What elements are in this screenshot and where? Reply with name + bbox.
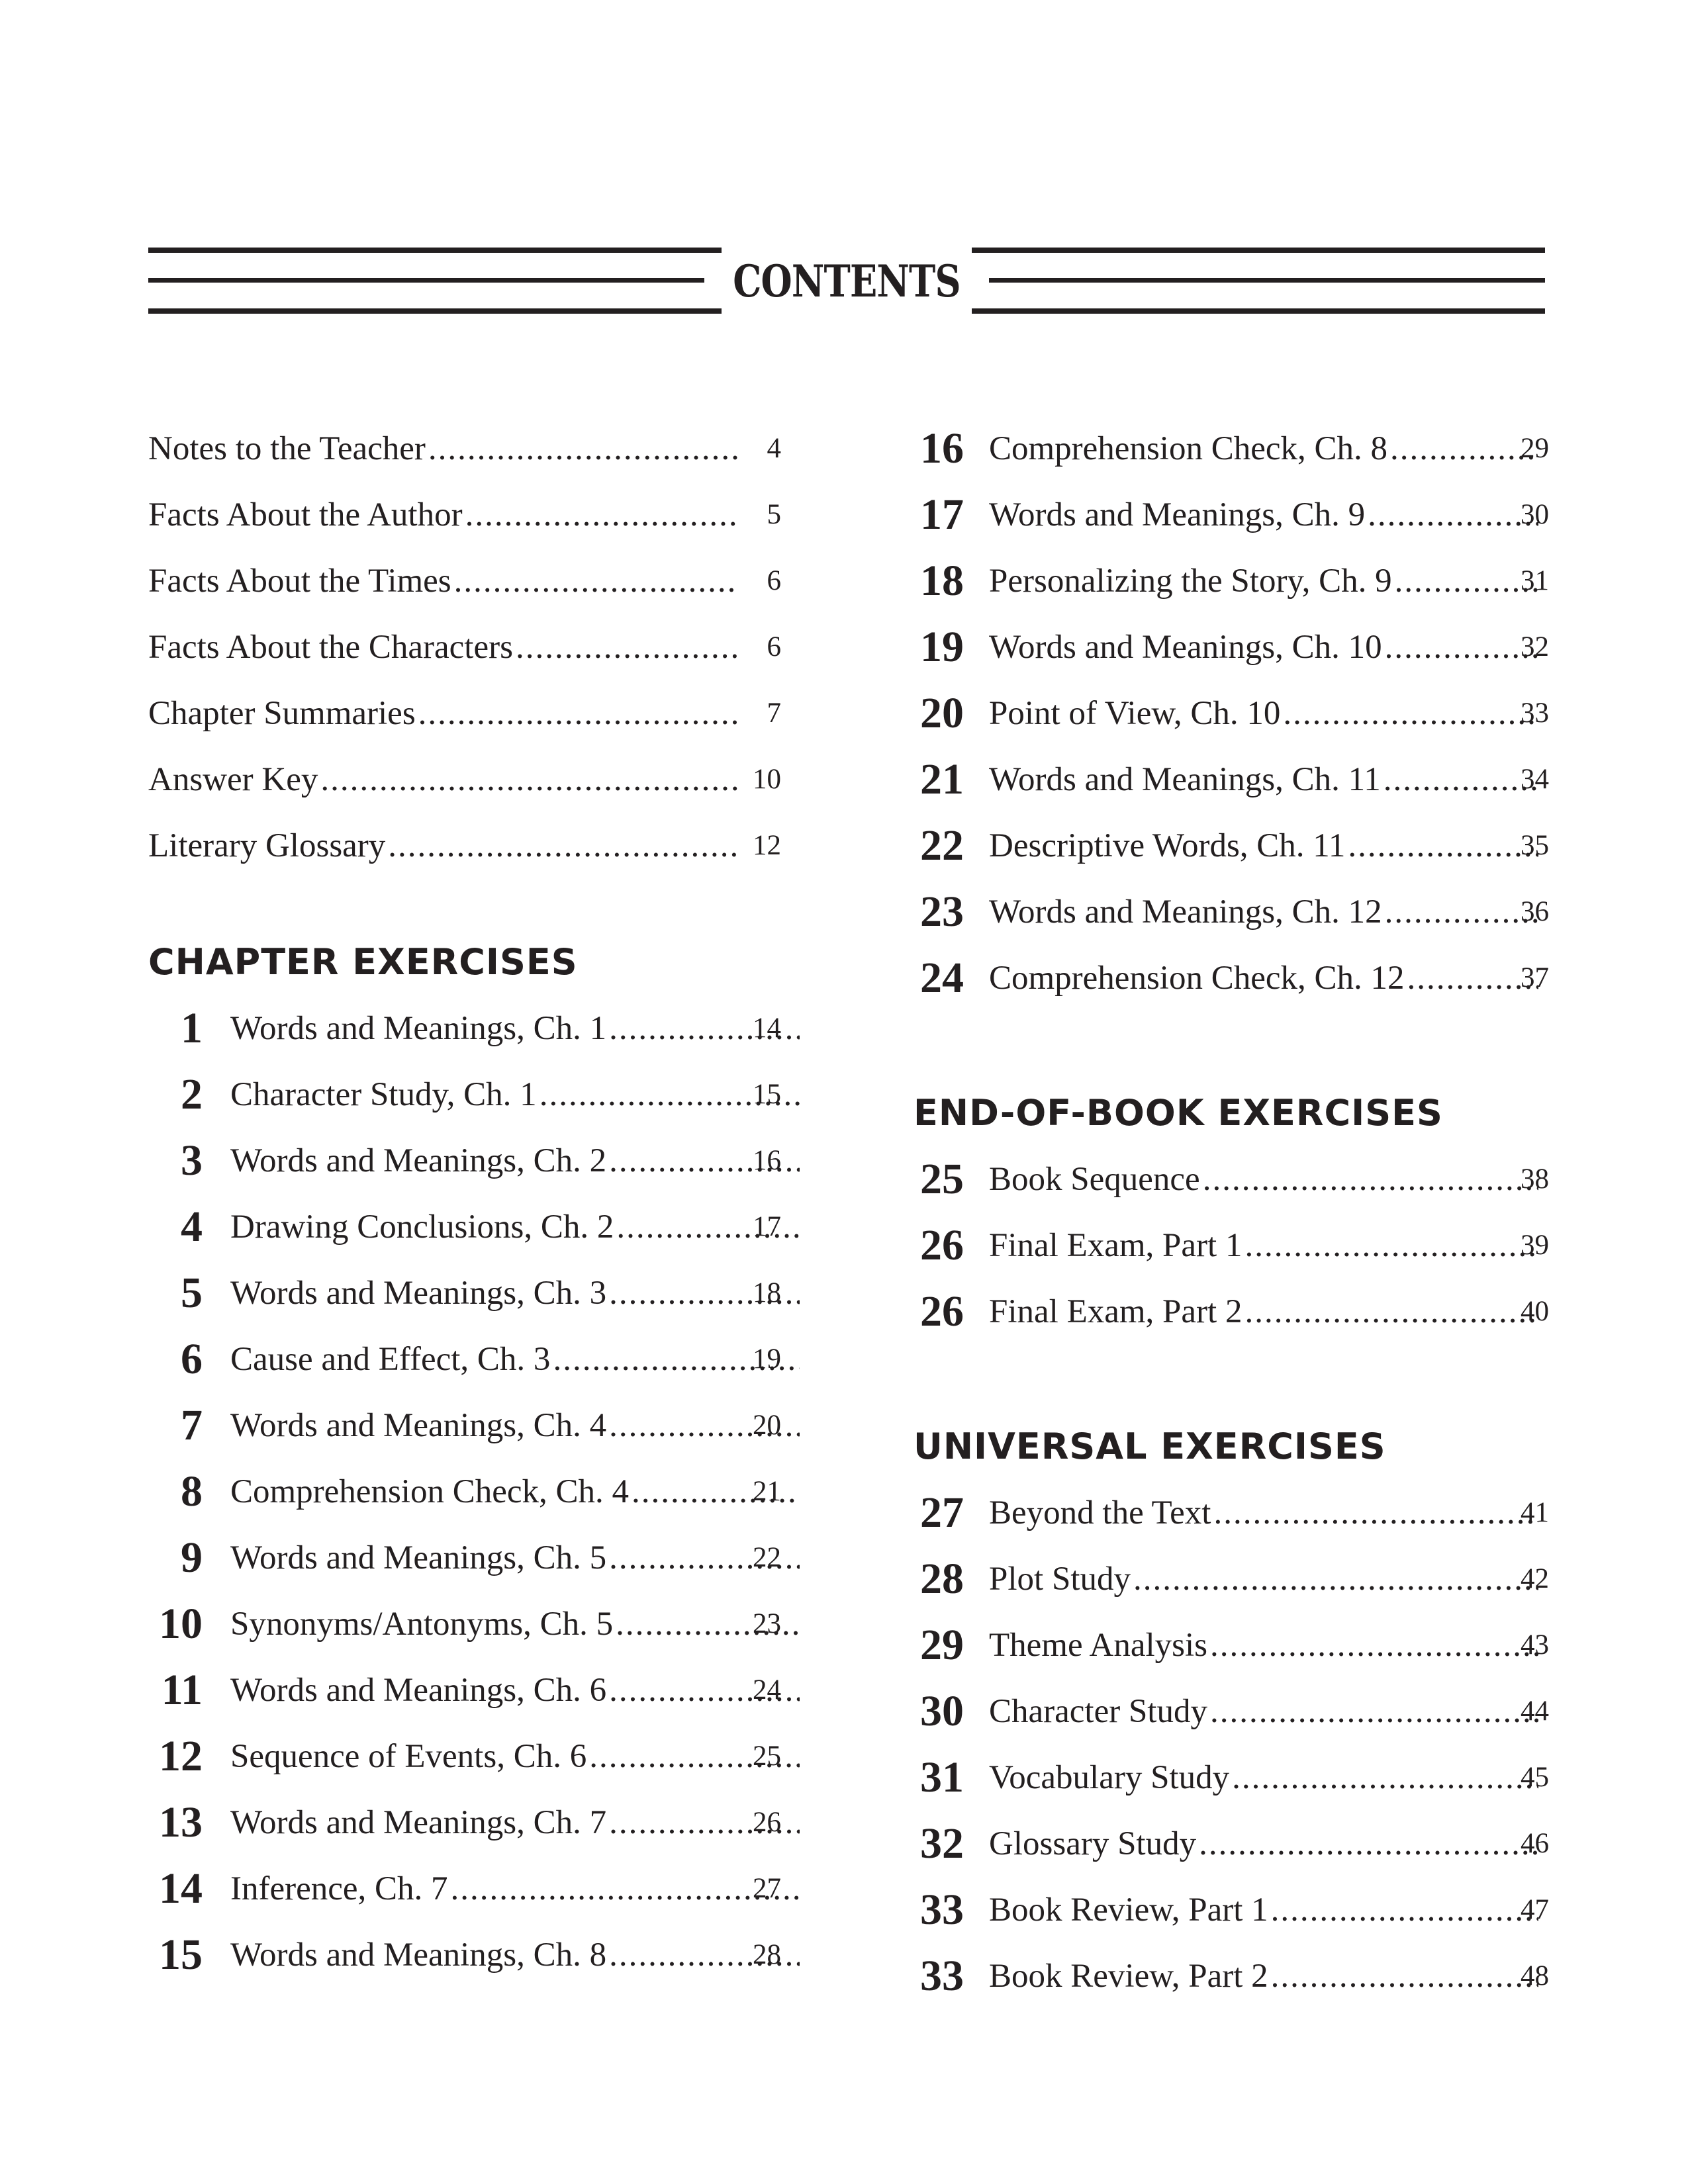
page-number: 28	[753, 1939, 781, 1970]
toc-entry-title	[989, 1877, 1538, 1943]
exercise-number: 28	[920, 1555, 964, 1603]
dot-leader	[1232, 1745, 1538, 1811]
page-number: 4	[767, 433, 781, 464]
toc-entry-label: Comprehension Check, Ch. 12	[989, 960, 1405, 997]
dot-leader	[454, 548, 737, 614]
dot-leader	[1133, 1546, 1538, 1612]
toc-entry-title	[148, 548, 737, 614]
exercise-number: 19	[920, 623, 964, 671]
toc-entry[interactable]	[914, 1877, 1549, 1943]
toc-entry-title	[989, 1480, 1538, 1546]
toc-entry[interactable]	[914, 879, 1549, 945]
toc-entry[interactable]	[148, 1856, 781, 1922]
exercise-number: 26	[920, 1287, 964, 1336]
toc-left-column	[148, 416, 781, 1988]
toc-entry-label: Synonyms/Antonyms, Ch. 5	[230, 1606, 614, 1643]
toc-entry[interactable]	[914, 1546, 1549, 1612]
toc-entry-label: Words and Meanings, Ch. 6	[230, 1672, 607, 1709]
exercise-number: 7	[181, 1401, 203, 1449]
toc-entry-title	[230, 1062, 800, 1128]
exercise-number: 26	[920, 1221, 964, 1269]
exercise-number: 8	[181, 1467, 203, 1516]
toc-entry[interactable]	[914, 1146, 1549, 1212]
toc-entry-title	[230, 1657, 800, 1723]
toc-entry-label: Sequence of Events, Ch. 6	[230, 1738, 587, 1775]
toc-entry-title	[989, 1212, 1538, 1279]
dot-leader	[1283, 680, 1538, 747]
page-number: 20	[753, 1410, 781, 1441]
page-number: 35	[1521, 830, 1549, 861]
toc-entry-label: Character Study, Ch. 1	[230, 1076, 537, 1113]
toc-entry-label: Words and Meanings, Ch. 12	[989, 893, 1382, 931]
toc-entry-title	[148, 813, 737, 879]
toc-entry-title	[148, 482, 737, 548]
toc-entry-label: Point of View, Ch. 10	[989, 695, 1281, 732]
toc-entry-label: Facts About the Times	[148, 563, 451, 600]
page-number: 14	[753, 1013, 781, 1044]
toc-entry-title	[989, 1811, 1538, 1877]
toc-entry[interactable]	[914, 482, 1549, 548]
toc-entry-title	[230, 1326, 800, 1392]
toc-entry[interactable]	[914, 1943, 1549, 2009]
section-heading-chapter-exercises: CHAPTER EXERCISES	[148, 941, 578, 983]
exercise-number: 18	[920, 557, 964, 605]
rule-line	[972, 308, 1545, 314]
page-number: 43	[1521, 1629, 1549, 1661]
toc-entry-label: Comprehension Check, Ch. 4	[230, 1473, 630, 1510]
toc-entry-label: Words and Meanings, Ch. 8	[230, 1936, 607, 1974]
toc-entry[interactable]	[914, 416, 1549, 482]
toc-entry[interactable]	[148, 1194, 781, 1260]
page-number: 32	[1521, 631, 1549, 662]
dot-leader	[1244, 1279, 1538, 1345]
toc-entry-label: Theme Analysis	[989, 1627, 1208, 1664]
page-number: 21	[753, 1476, 781, 1507]
toc-entry-title	[230, 1723, 800, 1790]
toc-entry[interactable]	[148, 1062, 781, 1128]
toc-entry[interactable]	[914, 548, 1549, 614]
page-number: 18	[753, 1277, 781, 1308]
toc-entry-label: Book Sequence	[989, 1161, 1200, 1198]
page-number: 45	[1521, 1762, 1549, 1793]
toc-entry[interactable]	[914, 1279, 1549, 1345]
toc-entry[interactable]	[148, 1128, 781, 1194]
toc-entry-title	[230, 1260, 800, 1326]
exercise-number: 9	[181, 1533, 203, 1582]
page-number: 27	[753, 1873, 781, 1904]
front-matter-list	[148, 416, 781, 879]
page-number: 7	[767, 698, 781, 729]
toc-entry-title	[148, 416, 737, 482]
toc-entry-title	[989, 482, 1538, 548]
dot-leader	[1244, 1212, 1538, 1279]
toc-entry-label: Words and Meanings, Ch. 9	[989, 496, 1366, 533]
toc-entry-title	[148, 747, 737, 813]
toc-entry[interactable]	[914, 1612, 1549, 1678]
exercise-number: 3	[181, 1136, 203, 1185]
toc-entry[interactable]	[148, 680, 781, 747]
page-number: 26	[753, 1807, 781, 1838]
toc-entry-label: Words and Meanings, Ch. 3	[230, 1275, 607, 1312]
toc-entry[interactable]	[914, 1745, 1549, 1811]
dot-leader	[1271, 1943, 1538, 2009]
exercise-number: 13	[159, 1798, 203, 1846]
page-number: 37	[1521, 962, 1549, 993]
page-title: CONTENTS	[733, 255, 961, 307]
toc-entry-label: Vocabulary Study	[989, 1759, 1230, 1796]
page-number: 5	[767, 499, 781, 530]
toc-entry-label: Words and Meanings, Ch. 11	[989, 761, 1381, 798]
toc-entry-title	[989, 879, 1538, 945]
page-number: 46	[1521, 1828, 1549, 1859]
toc-right-column	[914, 416, 1549, 2009]
dot-leader	[388, 813, 737, 879]
exercise-number: 22	[920, 821, 964, 870]
toc-entry[interactable]	[914, 1480, 1549, 1546]
toc-entry[interactable]	[148, 747, 781, 813]
toc-entry[interactable]	[148, 1790, 781, 1856]
toc-entry-title	[989, 1146, 1538, 1212]
toc-entry[interactable]	[148, 1326, 781, 1392]
toc-entry[interactable]	[914, 1678, 1549, 1745]
toc-entry-label: Book Review, Part 2	[989, 1958, 1268, 1995]
page-number: 29	[1521, 433, 1549, 464]
page-number: 41	[1521, 1497, 1549, 1528]
exercise-number: 30	[920, 1687, 964, 1735]
exercise-number: 15	[159, 1931, 203, 1979]
exercise-number: 31	[920, 1753, 964, 1801]
toc-entry-label: Book Review, Part 1	[989, 1891, 1268, 1929]
toc-entry-title	[148, 614, 737, 680]
page-number: 16	[753, 1145, 781, 1176]
toc-entry-title	[989, 945, 1538, 1011]
exercise-number: 23	[920, 887, 964, 936]
page-number: 47	[1521, 1894, 1549, 1925]
toc-entry[interactable]	[148, 1260, 781, 1326]
toc-entry-title	[989, 614, 1538, 680]
page-number: 15	[753, 1079, 781, 1110]
page-number: 30	[1521, 499, 1549, 530]
exercise-number: 21	[920, 755, 964, 803]
toc-entry-label: Notes to the Teacher	[148, 430, 426, 467]
toc-entry-title	[230, 1790, 800, 1856]
dot-leader	[1271, 1877, 1538, 1943]
toc-entry[interactable]	[148, 1459, 781, 1525]
dot-leader	[1203, 1146, 1538, 1212]
toc-entry-label: Inference, Ch. 7	[230, 1870, 448, 1907]
page-number: 34	[1521, 764, 1549, 795]
toc-entry-label: Words and Meanings, Ch. 4	[230, 1407, 607, 1444]
rule-line	[148, 308, 722, 314]
toc-entry-title	[989, 813, 1538, 879]
toc-entry-title	[148, 680, 737, 747]
toc-entry-title	[989, 1745, 1538, 1811]
exercise-number: 17	[920, 490, 964, 539]
toc-entry-label: Facts About the Author	[148, 496, 463, 533]
exercise-number: 32	[920, 1819, 964, 1868]
rule-line	[148, 248, 722, 253]
exercise-number: 4	[181, 1203, 203, 1251]
toc-entry-label: Words and Meanings, Ch. 1	[230, 1010, 607, 1047]
dot-leader	[1210, 1612, 1538, 1678]
toc-entry-label: Words and Meanings, Ch. 7	[230, 1804, 607, 1841]
toc-entry[interactable]	[148, 482, 781, 548]
page-number: 42	[1521, 1563, 1549, 1594]
dot-leader	[1199, 1811, 1538, 1877]
toc-entry[interactable]	[914, 813, 1549, 879]
toc-entry[interactable]	[148, 1392, 781, 1459]
toc-entry[interactable]	[914, 680, 1549, 747]
page-number: 33	[1521, 698, 1549, 729]
toc-entry-label: Character Study	[989, 1693, 1207, 1730]
chapter-exercises-list	[148, 995, 781, 1988]
page-number: 24	[753, 1674, 781, 1706]
page-number: 23	[753, 1608, 781, 1639]
page-number: 10	[753, 764, 781, 795]
page-number: 38	[1521, 1163, 1549, 1195]
exercise-number: 5	[181, 1269, 203, 1317]
end-of-book-exercises-list	[914, 1146, 1549, 1345]
toc-entry[interactable]	[914, 614, 1549, 680]
exercise-number: 16	[920, 424, 964, 473]
toc-entry-title	[230, 1128, 800, 1194]
toc-entry-label: Final Exam, Part 1	[989, 1227, 1243, 1264]
toc-entry-label: Drawing Conclusions, Ch. 2	[230, 1208, 614, 1246]
toc-entry-label: Descriptive Words, Ch. 11	[989, 827, 1346, 864]
toc-entry-label: Personalizing the Story, Ch. 9	[989, 563, 1392, 600]
toc-entry[interactable]	[148, 1657, 781, 1723]
toc-entry-title	[230, 1459, 800, 1525]
toc-entry[interactable]	[148, 1591, 781, 1657]
toc-entry-label: Words and Meanings, Ch. 10	[989, 629, 1382, 666]
exercise-number: 25	[920, 1155, 964, 1203]
page-number: 39	[1521, 1230, 1549, 1261]
page-number: 36	[1521, 896, 1549, 927]
toc-entry[interactable]	[914, 945, 1549, 1011]
toc-entry-label: Comprehension Check, Ch. 8	[989, 430, 1388, 467]
toc-entry-title	[230, 1591, 800, 1657]
toc-entry-title	[989, 416, 1538, 482]
toc-entry-label: Final Exam, Part 2	[989, 1293, 1243, 1330]
dot-leader	[1210, 1678, 1538, 1745]
exercise-number: 20	[920, 689, 964, 737]
page-number: 48	[1521, 1960, 1549, 1991]
chapter-exercises-continued-list	[914, 416, 1549, 1011]
dot-leader	[465, 482, 737, 548]
toc-entry-label: Beyond the Text	[989, 1494, 1211, 1531]
exercise-number: 12	[159, 1732, 203, 1780]
toc-entry-title	[230, 995, 800, 1062]
toc-entry-label: Words and Meanings, Ch. 5	[230, 1539, 607, 1576]
toc-entry-label: Chapter Summaries	[148, 695, 416, 732]
exercise-number: 2	[181, 1070, 203, 1118]
toc-entry[interactable]	[148, 813, 781, 879]
toc-entry[interactable]	[148, 1922, 781, 1988]
exercise-number: 1	[181, 1004, 203, 1052]
toc-entry-label: Facts About the Characters	[148, 629, 513, 666]
toc-entry-title	[989, 1279, 1538, 1345]
page-number: 17	[753, 1211, 781, 1242]
toc-entry-title	[230, 1194, 800, 1260]
page-number: 6	[767, 631, 781, 662]
toc-entry[interactable]	[914, 1212, 1549, 1279]
exercise-number: 27	[920, 1488, 964, 1537]
exercise-number: 10	[159, 1600, 203, 1648]
exercise-number: 6	[181, 1335, 203, 1383]
exercise-number: 11	[161, 1666, 203, 1714]
toc-entry-title	[989, 1678, 1538, 1745]
toc-entry[interactable]	[148, 1525, 781, 1591]
toc-entry-title	[989, 1546, 1538, 1612]
toc-entry-title	[230, 1392, 800, 1459]
toc-entry-label: Answer Key	[148, 761, 318, 798]
toc-entry-title	[989, 1612, 1538, 1678]
section-heading-universal-exercises: UNIVERSAL EXERCISES	[914, 1426, 1386, 1467]
page-number: 31	[1521, 565, 1549, 596]
dot-leader	[428, 416, 737, 482]
exercise-number: 29	[920, 1621, 964, 1669]
toc-entry[interactable]	[914, 747, 1549, 813]
toc-entry-title	[230, 1525, 800, 1591]
toc-entry-title	[230, 1856, 800, 1922]
page-number: 22	[753, 1542, 781, 1573]
toc-entry[interactable]	[148, 995, 781, 1062]
page-number: 6	[767, 565, 781, 596]
toc-entry-label: Glossary Study	[989, 1825, 1197, 1862]
toc-entry-label: Cause and Effect, Ch. 3	[230, 1341, 551, 1378]
exercise-number: 14	[159, 1864, 203, 1913]
dot-leader	[1213, 1480, 1538, 1546]
page-number: 44	[1521, 1696, 1549, 1727]
exercise-number: 24	[920, 954, 964, 1002]
toc-entry[interactable]	[148, 1723, 781, 1790]
rule-line	[972, 248, 1545, 253]
toc-entry[interactable]	[148, 614, 781, 680]
toc-entry[interactable]	[148, 416, 781, 482]
page-number: 25	[753, 1741, 781, 1772]
header-rules-right	[969, 244, 1545, 318]
exercise-number: 33	[920, 1952, 964, 2000]
section-heading-end-of-book-exercises: END-OF-BOOK EXERCISES	[914, 1092, 1443, 1134]
toc-entry-label: Words and Meanings, Ch. 2	[230, 1142, 607, 1179]
toc-entry-title	[989, 548, 1538, 614]
toc-entry-title	[989, 747, 1538, 813]
toc-entry-title	[989, 1943, 1538, 2009]
toc-entry-label: Plot Study	[989, 1561, 1131, 1598]
dot-leader	[320, 747, 737, 813]
page-number: 19	[753, 1343, 781, 1375]
dot-leader	[418, 680, 737, 747]
page-number: 40	[1521, 1296, 1549, 1327]
toc-entry-title	[230, 1922, 800, 1988]
toc-entry[interactable]	[914, 1811, 1549, 1877]
page-number: 12	[753, 830, 781, 861]
toc-entry-title	[989, 680, 1538, 747]
universal-exercises-list	[914, 1480, 1549, 2009]
dot-leader	[516, 614, 737, 680]
toc-entry-label: Literary Glossary	[148, 827, 386, 864]
contents-header	[148, 244, 1545, 318]
toc-entry[interactable]	[148, 548, 781, 614]
exercise-number: 33	[920, 1886, 964, 1934]
rule-line	[989, 278, 1545, 283]
